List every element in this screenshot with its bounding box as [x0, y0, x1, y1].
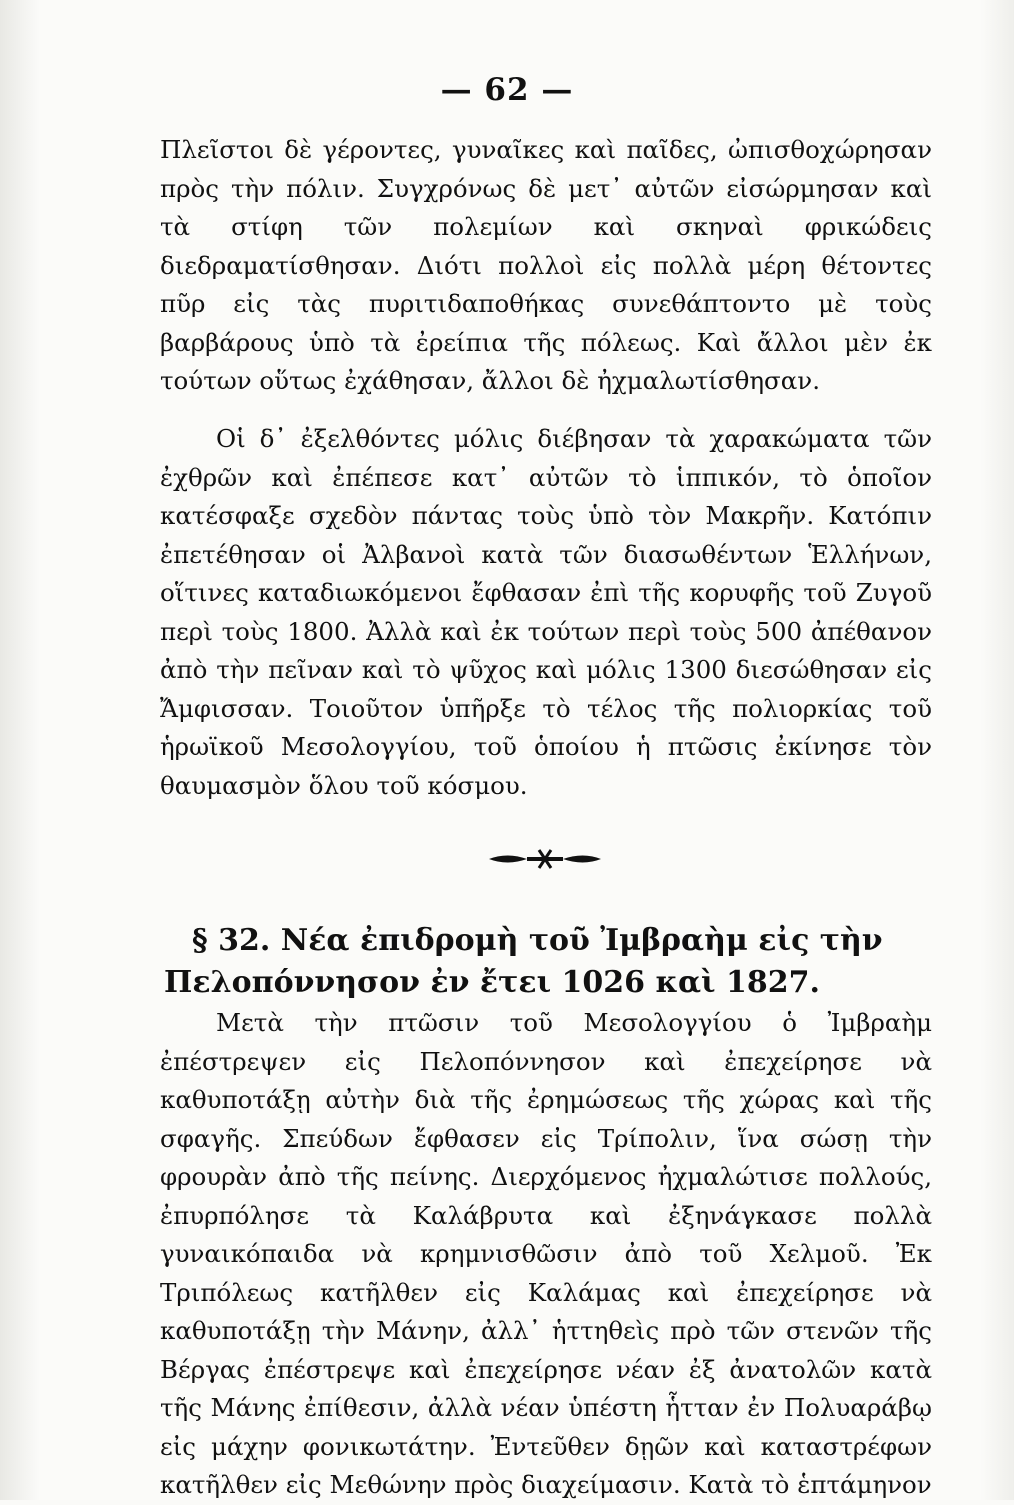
- section-heading-line-1: § 32. Νέα ἐπιδρομὴ τοῦ Ἰμβραὴμ εἰς τὴν: [192, 923, 883, 958]
- paragraph-fall-of-city: [160, 131, 932, 401]
- divider-ornament-icon: [487, 848, 603, 870]
- paragraph-text: Οἱ δ᾽ ἐξελθόντες μόλις διέβησαν τὰ χαρακώματα τῶν ἐχθρῶν καὶ ἐπέπεσε κατ᾽ αὐτῶν τὸ ἱππικόν, τὸ ὁποῖον κατέσφαξε σχεδὸν πάντας τοὺς ὑπὸ τὸν Μακρῆν. Κατόπιν ἐπετέθησαν οἱ Ἀλβανοὶ κατὰ τῶν διασωθέντων Ἑλλήνων, οἵτινες καταδιωκόμενοι ἔφθασαν ἐπὶ τῆς κορυφῆς τοῦ Ζυγοῦ περὶ τοὺς 1800. Ἀλλὰ καὶ ἐκ τούτων περὶ τοὺς 500 ἀπέθανον ἀπὸ τὴν πεῖναν καὶ τὸ ψῦχος καὶ μόλις 1300 διεσώθησαν εἰς Ἄμφισσαν. Τοιοῦτον ὑπῆρξε τὸ τέλος τῆς πολιορκίας τοῦ ἡρωϊκοῦ Μεσολογγίου, τοῦ ὁποίου ἡ πτῶσις ἐκίνησε τὸν θαυμασμὸν ὅλου τοῦ κόσμου.: [160, 424, 932, 800]
- paragraph-ibrahim-invasion: [160, 1004, 932, 1505]
- page-number: — 62 —: [440, 72, 574, 108]
- paragraph-sortie: [160, 420, 932, 805]
- section-heading-line-2: Πελοπόννησον ἐν ἔτει 1026 καὶ 1827.: [164, 965, 820, 1000]
- paragraph-text: Μετὰ τὴν πτῶσιν τοῦ Μεσολογγίου ὁ Ἰμβραὴμ ἐπέστρεψεν εἰς Πελοπόννησον καὶ ἐπεχείρησε νὰ καθυποτάξῃ αὐτὴν διὰ τῆς ἐρημώσεως τῆς χώρας καὶ τῆς σφαγῆς. Σπεύδων ἔφθασεν εἰς Τρίπολιν, ἵνα σώσῃ τὴν φρουρὰν ἀπὸ τῆς πείνης. Διερχόμενος ἠχμαλώτισε πολλούς, ἐπυρπόλησε τὰ Καλάβρυτα καὶ ἐξηνάγκασε πολλὰ γυναικόπαιδα νὰ κρημνισθῶσιν ἀπὸ τοῦ Χελμοῦ. Ἐκ Τριπόλεως κατῆλθεν εἰς Καλάμας καὶ ἐπεχείρησε νὰ καθυποτάξῃ τὴν Μάνην, ἀλλ᾽ ἡττηθεὶς πρὸ τῶν στενῶν τῆς Βέργας ἐπέστρεψε καὶ ἐπεχείρησε νέαν ἐξ ἀνατολῶν κατὰ τῆς Μάνης ἐπίθεσιν, ἀλλὰ νέαν ὑπέστη ἧτταν ἐν Πολυαράβῳ εἰς μάχην φονικωτάτην. Ἐντεῦθεν δῃῶν καὶ καταστρέφων κατῆλθεν εἰς Μεθώνην πρὸς διαχείμασιν. Κατὰ τὸ ἑπτάμηνον: [160, 1008, 932, 1499]
- paragraph-text: Πλεῖστοι δὲ γέροντες, γυναῖκες καὶ παῖδες, ὠπισθοχώρησαν πρὸς τὴν πόλιν. Συγχρόνως δὲ μετ᾽ αὐτῶν εἰσώρμησαν καὶ τὰ στίφη τῶν πολεμίων καὶ σκηναὶ φρικώδεις διεδραματίσθησαν. Διότι πολλοὶ εἰς πολλὰ μέρη θέτοντες πῦρ εἰς τὰς πυριτιδαποθήκας συνεθάπτοντο μὲ τοὺς βαρβάρους ὑπὸ τὰ ἐρείπια τῆς πόλεως. Καὶ ἄλλοι μὲν ἐκ τούτων οὕτως ἐχάθησαν, ἄλλοι δὲ ἠχμαλωτίσθησαν.: [160, 135, 932, 395]
- section-heading: [164, 920, 912, 1004]
